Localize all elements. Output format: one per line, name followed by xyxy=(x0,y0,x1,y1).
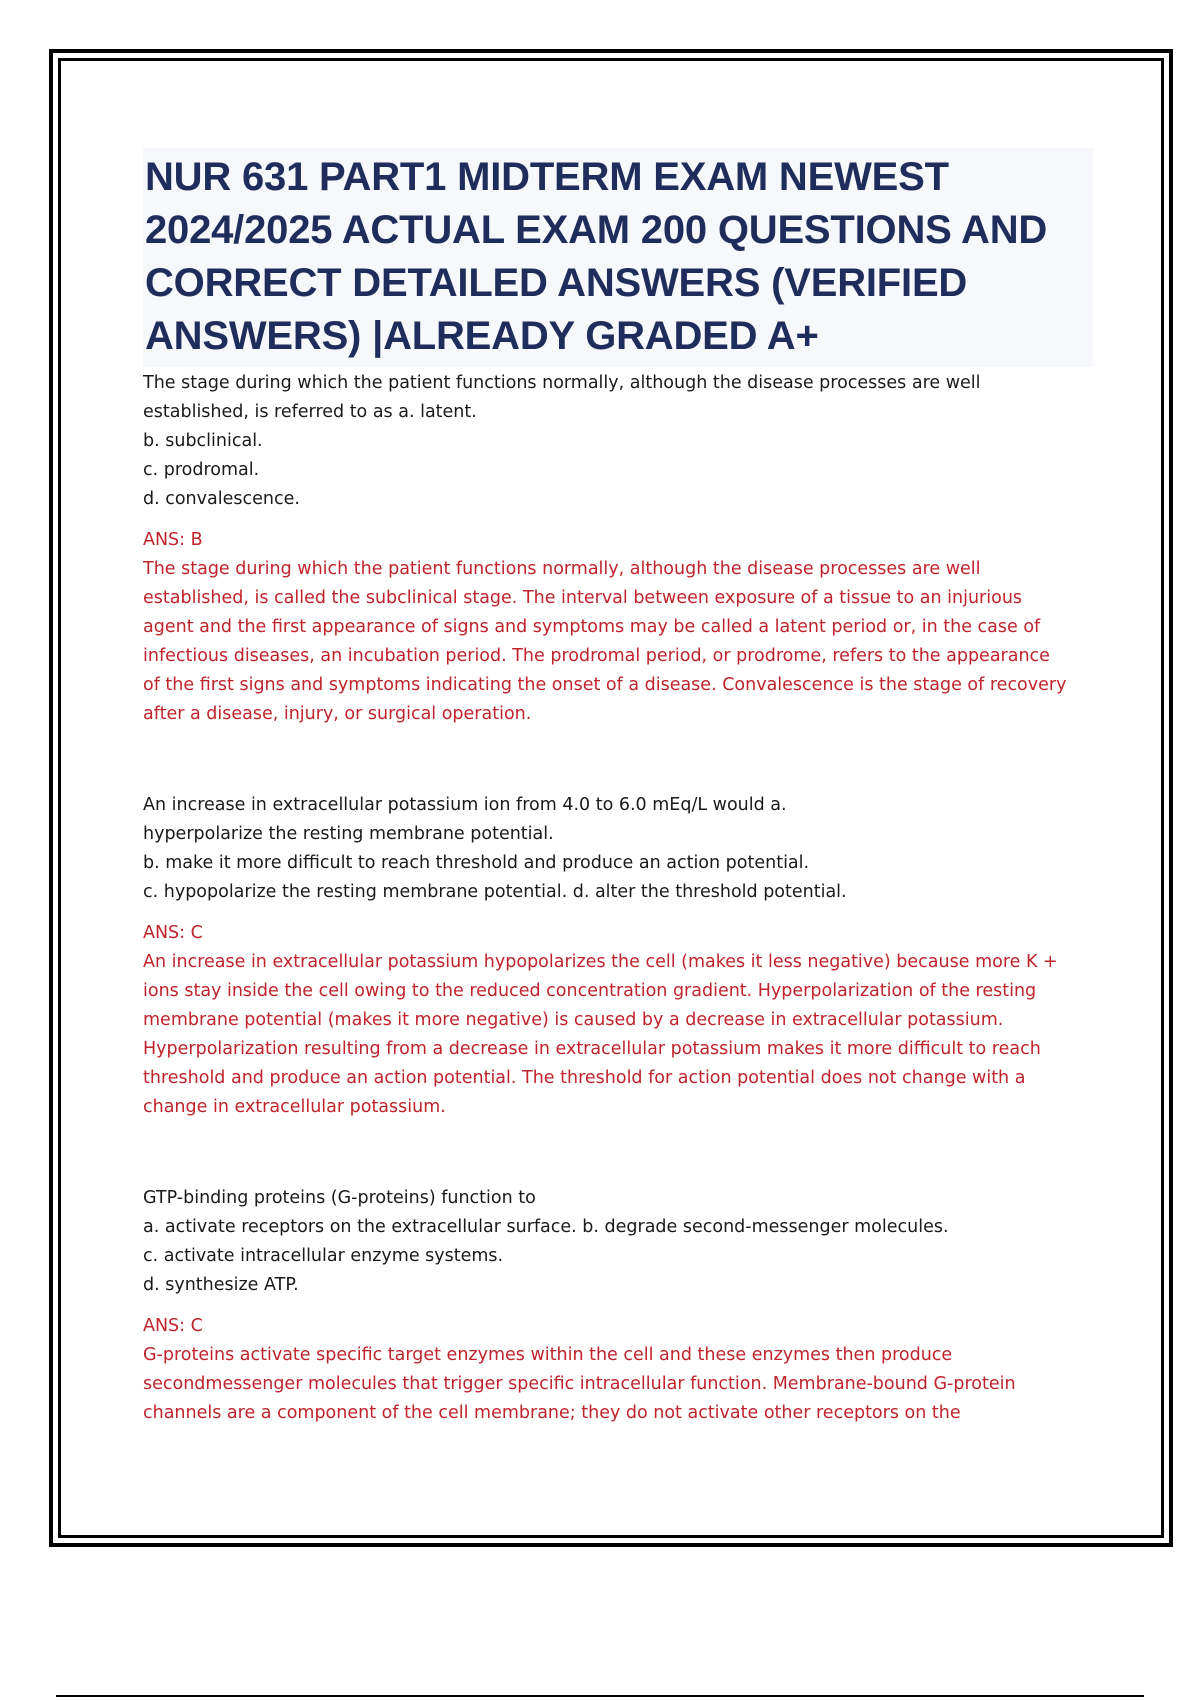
document-body xyxy=(143,148,1093,1428)
spacer xyxy=(143,729,1093,791)
explanation-line: secondmessenger molecules that trigger specific intracellular function. Membrane-bound G-protein xyxy=(143,1374,1016,1394)
option-line: c. prodromal. xyxy=(143,460,260,480)
answer-label: ANS: C xyxy=(143,923,203,943)
explanation-line: threshold and produce an action potential. The threshold for action potential does not change with a xyxy=(143,1068,1026,1088)
document-title: NUR 631 PART1 MIDTERM EXAM NEWEST 2024/2025 ACTUAL EXAM 200 QUESTIONS AND CORRECT DETAILED ANSWERS (VERIFIED ANSWERS) |ALREADY GRADED A+ xyxy=(143,148,1093,367)
question-line: An increase in extracellular potassium ion from 4.0 to 6.0 mEq/L would a. xyxy=(143,795,787,815)
question-line: The stage during which the patient functions normally, although the disease processes are well xyxy=(143,373,981,393)
answer-label: ANS: B xyxy=(143,530,203,550)
explanation-line: channels are a component of the cell membrane; they do not activate other receptors on the xyxy=(143,1403,961,1423)
explanation-line: The stage during which the patient functions normally, although the disease processes are well xyxy=(143,559,981,579)
explanation-line: ions stay inside the cell owing to the reduced concentration gradient. Hyperpolarization of the resting xyxy=(143,981,1037,1001)
explanation-line: agent and the first appearance of signs and symptoms may be called a latent period or, in the case of xyxy=(143,617,1041,637)
explanation-line: infectious diseases, an incubation period. The prodromal period, or prodrome, refers to the appearance xyxy=(143,646,1050,666)
option-line: a. activate receptors on the extracellular surface. b. degrade second-messenger molecules. xyxy=(143,1217,949,1237)
question-line: hyperpolarize the resting membrane potential. xyxy=(143,824,554,844)
question-3 xyxy=(143,1184,1093,1300)
question-line: established, is referred to as a. latent. xyxy=(143,402,477,422)
explanation-line: change in extracellular potassium. xyxy=(143,1097,446,1117)
explanation-line: G-proteins activate specific target enzymes within the cell and these enzymes then produce xyxy=(143,1345,953,1365)
question-line: GTP-binding proteins (G-proteins) function to xyxy=(143,1188,536,1208)
option-line: d. synthesize ATP. xyxy=(143,1275,299,1295)
explanation-line: An increase in extracellular potassium hypopolarizes the cell (makes it less negative) because more K + xyxy=(143,952,1058,972)
option-line: b. make it more difficult to reach threshold and produce an action potential. xyxy=(143,853,810,873)
answer-3 xyxy=(143,1312,1093,1428)
spacer xyxy=(143,1122,1093,1184)
option-line: d. convalescence. xyxy=(143,489,300,509)
explanation-line: of the first signs and symptoms indicating the onset of a disease. Convalescence is the stage of recovery xyxy=(143,675,1067,695)
answer-1 xyxy=(143,526,1093,729)
question-1 xyxy=(143,369,1093,514)
explanation-line: after a disease, injury, or surgical operation. xyxy=(143,704,532,724)
explanation-line: established, is called the subclinical stage. The interval between exposure of a tissue to an injurious xyxy=(143,588,1023,608)
option-line: c. activate intracellular enzyme systems. xyxy=(143,1246,504,1266)
explanation-line: Hyperpolarization resulting from a decrease in extracellular potassium makes it more difficult to reach xyxy=(143,1039,1041,1059)
footer-rule xyxy=(56,1695,1144,1697)
explanation-line: membrane potential (makes it more negative) is caused by a decrease in extracellular potassium. xyxy=(143,1010,1004,1030)
answer-label: ANS: C xyxy=(143,1316,203,1336)
answer-2 xyxy=(143,919,1093,1122)
option-line: b. subclinical. xyxy=(143,431,263,451)
option-line: c. hypopolarize the resting membrane potential. d. alter the threshold potential. xyxy=(143,882,847,902)
question-2 xyxy=(143,791,1093,907)
